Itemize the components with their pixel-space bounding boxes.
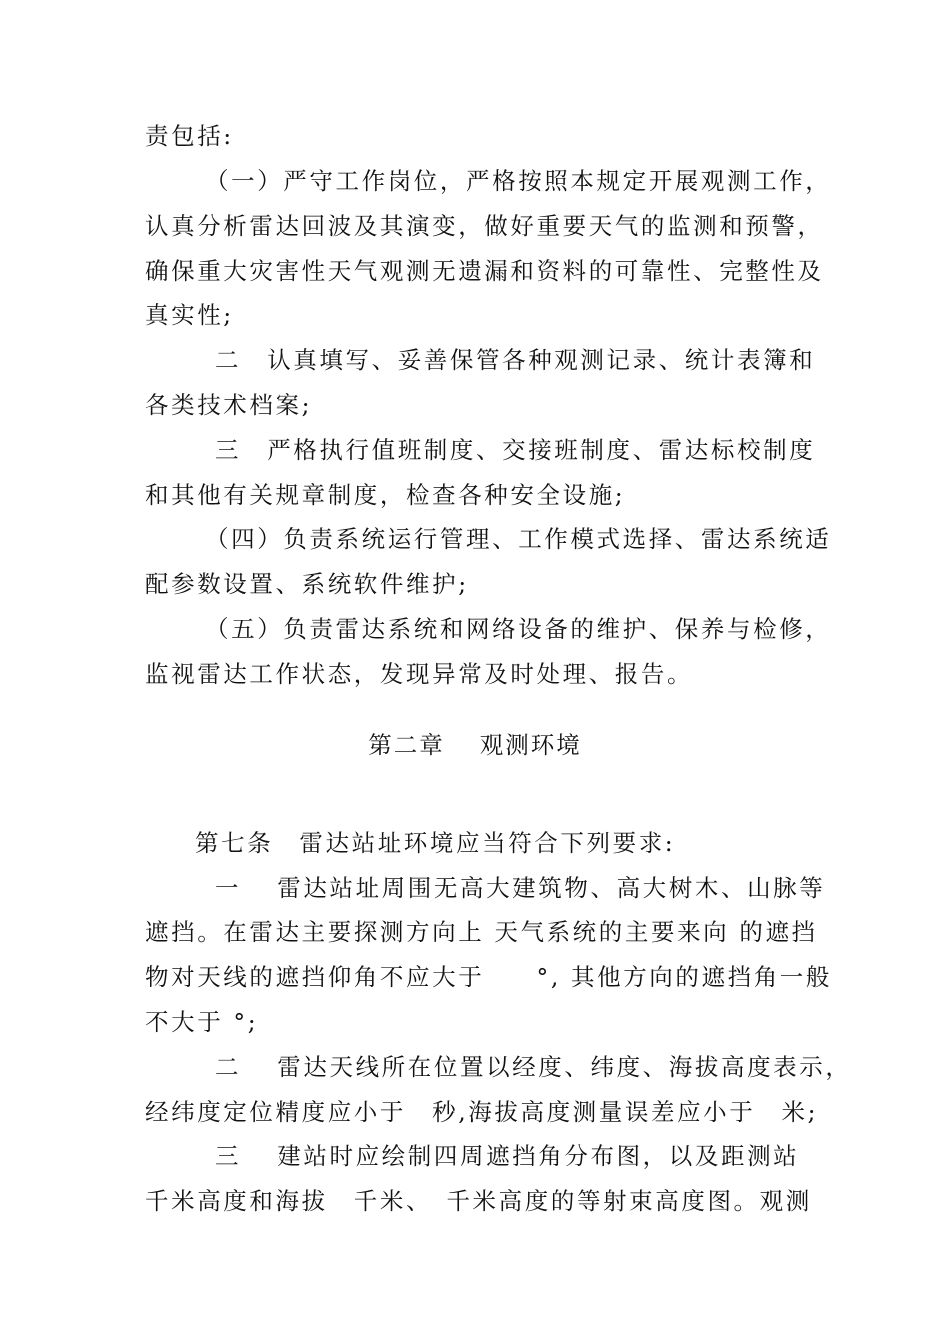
text-line: 各类技术档案;: [145, 391, 313, 419]
text-line: 物对天线的遮挡仰角不应大于 °, 其他方向的遮挡角一般: [145, 963, 832, 991]
text-line: 不大于 °;: [145, 1008, 259, 1036]
list-item-1: （一）严守工作岗位，严格按照本规定开展观测工作，: [205, 167, 832, 195]
text-line: 经纬度定位精度应小于 秒,海拔高度测量误差应小于 米;: [145, 1098, 819, 1126]
text-line: 真实性;: [145, 301, 234, 329]
list-item-5: （五）负责雷达系统和网络设备的维护、保养与检修，: [205, 615, 832, 643]
list-item-3: 三 严格执行值班制度、交接班制度、雷达标校制度: [215, 436, 816, 464]
clause-item-2: 二 雷达天线所在位置以经度、纬度、海拔高度表示，: [215, 1053, 852, 1081]
text-line: 配参数设置、系统软件维护;: [145, 570, 469, 598]
list-item-2: 二 认真填写、妥善保管各种观测记录、统计表簿和: [215, 346, 816, 374]
article-heading: 第七条 雷达站址环境应当符合下列要求:: [195, 829, 676, 857]
text-line: 遮挡。在雷达主要探测方向上 天气系统的主要来向 的遮挡: [145, 918, 818, 946]
text-line: 监视雷达工作状态，发现异常及时处理、报告。: [145, 660, 694, 688]
clause-item-1: 一 雷达站址周围无高大建筑物、高大树木、山脉等: [215, 874, 826, 902]
clause-item-3: 三 建站时应绘制四周遮挡角分布图，以及距测站: [215, 1142, 800, 1170]
list-item-4: （四）负责系统运行管理、工作模式选择、雷达系统适: [205, 525, 832, 553]
text-line: 责包括:: [145, 122, 234, 150]
text-line: 确保重大灾害性天气观测无遗漏和资料的可靠性、完整性及: [145, 257, 824, 285]
text-line: 千米高度和海拔 千米、 千米高度的等射束高度图。观测: [145, 1187, 812, 1215]
text-line: 认真分析雷达回波及其演变，做好重要天气的监测和预警，: [145, 212, 824, 240]
text-line: 和其他有关规章制度，检查各种安全设施;: [145, 481, 626, 509]
chapter-heading: 第二章 观测环境: [368, 731, 582, 759]
